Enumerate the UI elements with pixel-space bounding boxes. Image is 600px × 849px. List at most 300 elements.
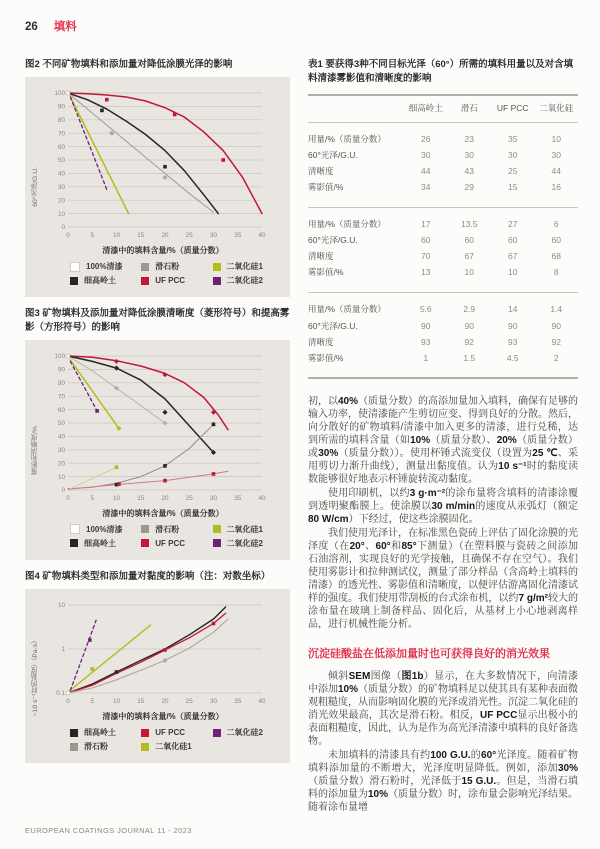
svg-text:20: 20 bbox=[161, 698, 169, 706]
fig4-panel bbox=[25, 589, 290, 763]
table-row bbox=[308, 233, 578, 249]
svg-text:0: 0 bbox=[66, 698, 70, 706]
text-run: 使用印刷机，以约 bbox=[328, 488, 410, 500]
table-cell: 68 bbox=[551, 251, 561, 262]
svg-text:60: 60 bbox=[57, 406, 65, 414]
bold-text-run: UF PCC bbox=[479, 710, 518, 722]
legend-item bbox=[213, 727, 284, 738]
data-marker bbox=[88, 638, 92, 642]
paragraph bbox=[308, 395, 578, 486]
fig3-panel bbox=[25, 340, 290, 560]
svg-text:30: 30 bbox=[209, 232, 218, 240]
table1-groups bbox=[308, 123, 578, 380]
fig3-block bbox=[25, 307, 290, 560]
table-cell: 27 bbox=[508, 219, 518, 230]
text-run: 、采用剪切力渐升曲线），测量出黏度值。认为 bbox=[308, 448, 579, 473]
data-marker bbox=[162, 410, 167, 415]
legend-item bbox=[141, 741, 212, 752]
svg-text:25: 25 bbox=[185, 232, 193, 240]
page-number: 26 bbox=[25, 21, 38, 33]
series-line bbox=[68, 607, 226, 693]
legend-swatch bbox=[213, 525, 221, 533]
table-cell: 13.5 bbox=[460, 219, 478, 230]
fig3-legend bbox=[70, 524, 284, 549]
table-cell: 1.4 bbox=[550, 304, 563, 315]
svg-text:90: 90 bbox=[57, 366, 65, 374]
table-row bbox=[308, 217, 578, 233]
svg-text:20: 20 bbox=[57, 460, 65, 468]
text-run: 较大的涂布量在玻璃上制备样品、固化后，从基材上小心地剥离样品，进行机械性能分析。 bbox=[308, 593, 579, 631]
data-marker bbox=[114, 365, 119, 370]
data-marker bbox=[110, 132, 114, 136]
legend-label: 细高岭土 bbox=[84, 538, 116, 548]
fig2-block bbox=[25, 58, 290, 297]
text-run: 和 bbox=[390, 541, 402, 553]
legend-label: 二氧化硅1 bbox=[226, 262, 263, 272]
table1-column-header: 细高岭土 bbox=[408, 102, 443, 113]
text-run: （质量分数）的高添加量加入填料，确保有足够的输入功率，使清漆能产生剪切应变、得到良好的分散。然后，向分散好的矿物填料/清漆中加入更多的清漆，进行兑稀，达到所需的填料含量（如 bbox=[308, 396, 579, 447]
bold-text-run: SEM bbox=[348, 671, 371, 683]
legend-row bbox=[70, 538, 284, 549]
svg-text:50: 50 bbox=[57, 420, 65, 428]
legend-label: 滑石粉 bbox=[84, 742, 108, 752]
data-marker bbox=[163, 165, 167, 169]
table-cell: 30 bbox=[551, 150, 561, 161]
legend-item bbox=[70, 261, 141, 272]
fig2-x-axis-label: 清漆中的填料含量/%（质量分数） bbox=[102, 246, 224, 256]
table-cell: 17 bbox=[421, 219, 431, 230]
fig2-caption: 图2 不同矿物填料和添加量对降低涂膜光泽的影响 bbox=[25, 59, 233, 70]
svg-text:50: 50 bbox=[57, 157, 65, 165]
fig2-panel bbox=[25, 77, 290, 297]
fig3-y-axis-label: 雾影和清晰度/% bbox=[31, 425, 39, 475]
bold-text-run: 10% bbox=[338, 684, 359, 696]
table-cell: 34 bbox=[421, 182, 431, 193]
text-run: 、 bbox=[364, 541, 376, 553]
legend-label: 滑石粉 bbox=[155, 524, 180, 534]
fig2-plot-area bbox=[42, 85, 284, 243]
svg-text:80: 80 bbox=[57, 379, 65, 387]
svg-text:40: 40 bbox=[258, 232, 266, 240]
table-row bbox=[308, 265, 578, 281]
legend-label: 二氧化硅2 bbox=[226, 538, 263, 548]
fig2-plot bbox=[42, 85, 270, 243]
table-cell: 60 bbox=[421, 235, 431, 246]
legend-item bbox=[70, 727, 141, 738]
fig3-y-axis bbox=[29, 348, 42, 552]
text-run: 我们使用光泽计，在标准黑色瓷砖上评估了固化涂膜的光泽度（在 bbox=[308, 528, 578, 553]
legend-item bbox=[213, 275, 284, 286]
data-marker bbox=[173, 113, 177, 117]
bold-text-run: 100 G.U. bbox=[430, 750, 471, 762]
text-run: （质量分数）的矿物填料足以使其具有某种表面微观粗糙度，从而影响固化膜的光泽或消光性。沉淀二氧化硅的消光效果最高，其次是滑石粉。相反， bbox=[308, 684, 579, 722]
table-cell: 雾影值/% bbox=[308, 267, 344, 278]
legend-label: 细高岭土 bbox=[84, 276, 116, 286]
series-line bbox=[68, 93, 262, 214]
svg-text:10: 10 bbox=[112, 698, 121, 706]
text-run: 未加填料的清漆具有约 bbox=[328, 750, 431, 762]
legend-label: 100%清漆 bbox=[86, 262, 123, 272]
svg-text:70: 70 bbox=[57, 130, 65, 138]
text-run: 倾斜 bbox=[328, 671, 349, 683]
fig4-plot-area bbox=[42, 597, 284, 709]
fig2-plot-column bbox=[42, 85, 284, 289]
svg-text:30: 30 bbox=[209, 494, 218, 502]
data-marker bbox=[163, 659, 167, 663]
table1-column-header: 滑石 bbox=[460, 102, 478, 113]
data-marker bbox=[66, 91, 70, 95]
legend-item bbox=[141, 524, 212, 535]
bold-text-run: 30 m/min bbox=[431, 501, 476, 513]
data-marker bbox=[90, 667, 94, 671]
legend-label: UF PCC bbox=[155, 276, 186, 286]
svg-text:10: 10 bbox=[57, 211, 65, 219]
series-line bbox=[68, 356, 214, 453]
table-cell: 67 bbox=[508, 251, 518, 262]
svg-text:30: 30 bbox=[57, 184, 65, 192]
series-line bbox=[70, 97, 128, 214]
legend-swatch bbox=[141, 525, 149, 533]
legend-item bbox=[141, 275, 212, 286]
svg-text:40: 40 bbox=[57, 170, 65, 178]
fig4-plot bbox=[42, 597, 270, 709]
series-line bbox=[68, 424, 214, 488]
bold-text-run: 10 s⁻¹ bbox=[498, 461, 527, 473]
two-column-layout bbox=[0, 34, 600, 815]
data-marker bbox=[114, 359, 119, 364]
svg-text:10: 10 bbox=[57, 602, 65, 610]
table-row bbox=[308, 148, 578, 164]
table-cell: 30 bbox=[508, 150, 518, 161]
legend-item bbox=[213, 261, 284, 272]
bold-text-run: 60° bbox=[375, 541, 391, 553]
legend-swatch bbox=[213, 729, 221, 737]
table-cell: 35 bbox=[508, 134, 518, 145]
table-row bbox=[308, 350, 578, 366]
table-cell: 13 bbox=[421, 267, 431, 278]
svg-text:35: 35 bbox=[234, 494, 242, 502]
svg-text:80: 80 bbox=[57, 117, 65, 125]
section-heading: 沉淀硅酸盐在低添加量时也可获得良好的消光效果 bbox=[308, 648, 550, 661]
paragraph bbox=[308, 527, 578, 631]
svg-text:25: 25 bbox=[185, 698, 193, 706]
text-run: 的 bbox=[470, 750, 482, 762]
paragraph bbox=[308, 487, 578, 526]
svg-text:1: 1 bbox=[61, 646, 65, 654]
data-marker bbox=[66, 691, 70, 695]
text-run: ）下经过，使这些涂膜固化。 bbox=[348, 514, 479, 526]
legend-item bbox=[70, 275, 141, 286]
fig3-plot-column bbox=[42, 348, 284, 552]
legend-item bbox=[213, 524, 284, 535]
data-marker bbox=[163, 176, 167, 180]
table-cell: 雾影值/% bbox=[308, 182, 344, 193]
text-run: 的涂布量将含填料的清漆涂覆到透明聚酯膜上。使涂膜以 bbox=[308, 488, 579, 513]
legend-item bbox=[213, 538, 284, 549]
svg-text:40: 40 bbox=[258, 698, 266, 706]
svg-text:10: 10 bbox=[57, 473, 65, 481]
series-line bbox=[68, 93, 214, 212]
text-run: 。但是，当滑石填料的添加量为 bbox=[308, 776, 579, 801]
svg-text:100: 100 bbox=[54, 90, 65, 98]
table-cell: 1.5 bbox=[463, 352, 476, 363]
data-marker bbox=[115, 465, 119, 469]
legend-row bbox=[70, 275, 284, 286]
text-run: （质量分数）、 bbox=[430, 435, 497, 447]
data-marker bbox=[115, 670, 119, 674]
text-run: 初，以 bbox=[308, 396, 338, 408]
table-cell: 26 bbox=[421, 134, 431, 145]
legend-row bbox=[70, 261, 284, 272]
table1-column-header: UF PCC bbox=[496, 102, 529, 113]
table-cell: 92 bbox=[551, 336, 561, 347]
article-body bbox=[308, 395, 578, 814]
data-marker bbox=[105, 98, 109, 102]
legend-swatch bbox=[141, 743, 149, 751]
svg-text:0: 0 bbox=[66, 232, 70, 240]
series-line bbox=[70, 361, 97, 411]
legend-swatch bbox=[70, 539, 78, 547]
table-cell: 43 bbox=[464, 166, 474, 177]
table-cell: 90 bbox=[508, 320, 518, 331]
data-marker bbox=[212, 422, 216, 426]
data-marker bbox=[212, 622, 216, 626]
svg-text:15: 15 bbox=[137, 698, 145, 706]
right-column bbox=[308, 58, 578, 815]
fig3-plot bbox=[42, 348, 270, 506]
table-cell: 60 bbox=[464, 235, 474, 246]
svg-text:5: 5 bbox=[90, 698, 95, 706]
svg-text:5: 5 bbox=[90, 232, 95, 240]
fig2-legend bbox=[70, 261, 284, 286]
table-row bbox=[308, 318, 578, 334]
table-cell: 用量/%（质量分数） bbox=[308, 134, 386, 145]
data-marker bbox=[117, 482, 121, 486]
bold-text-run: 图1b bbox=[401, 671, 424, 683]
fig4-caption: 图4 矿物填料类型和添加量对黏度的影响（注：对数坐标） bbox=[25, 570, 271, 582]
table1-column-header: 二氧化硅 bbox=[539, 102, 574, 113]
svg-text:0.1: 0.1 bbox=[56, 690, 65, 698]
fig4-y-axis-label: ~10 s⁻¹时的黏度/（Pa·s） bbox=[31, 636, 39, 716]
svg-text:20: 20 bbox=[57, 197, 65, 205]
bold-text-run: 80 W/cm bbox=[308, 514, 349, 526]
svg-text:5: 5 bbox=[90, 494, 95, 502]
bold-text-run: 20% bbox=[496, 435, 517, 447]
table-cell: 用量/%（质量分数） bbox=[308, 304, 386, 315]
svg-text:20: 20 bbox=[161, 494, 169, 502]
table-cell: 92 bbox=[464, 336, 474, 347]
table-cell: 2 bbox=[553, 352, 559, 363]
table1 bbox=[308, 94, 578, 380]
fig4-y-axis bbox=[29, 597, 42, 755]
journal-footer: EUROPEAN COATINGS JOURNAL 11 - 2023 bbox=[25, 826, 192, 835]
fig4-legend bbox=[70, 727, 284, 752]
legend-swatch bbox=[213, 277, 221, 285]
table-cell: 清晰度 bbox=[308, 251, 334, 262]
series-line bbox=[70, 360, 119, 428]
text-run: （质量分数）滑石粉时，光泽低于 bbox=[308, 776, 462, 788]
table-cell: 2.9 bbox=[463, 304, 476, 315]
table-cell: 30 bbox=[464, 150, 474, 161]
table-cell: 30 bbox=[421, 150, 431, 161]
legend-label: 细高岭土 bbox=[84, 728, 116, 738]
svg-text:70: 70 bbox=[57, 393, 65, 401]
fig4-plot-column bbox=[42, 597, 284, 755]
table-row bbox=[308, 334, 578, 350]
legend-item bbox=[141, 261, 212, 272]
table-cell: 90 bbox=[464, 320, 474, 331]
table-cell: 16 bbox=[551, 182, 561, 193]
page-header bbox=[0, 0, 600, 34]
legend-label: UF PCC bbox=[155, 728, 186, 738]
table-cell: 10 bbox=[464, 267, 474, 278]
table1-group bbox=[308, 208, 578, 293]
svg-text:30: 30 bbox=[209, 698, 218, 706]
legend-row bbox=[70, 524, 284, 535]
paragraph bbox=[308, 670, 578, 748]
legend-swatch bbox=[70, 729, 78, 737]
legend-swatch bbox=[141, 539, 149, 547]
fig2-y-axis bbox=[29, 85, 42, 289]
svg-text:25: 25 bbox=[185, 494, 193, 502]
svg-text:40: 40 bbox=[258, 494, 266, 502]
table-cell: 60 bbox=[508, 235, 518, 246]
table1-title: 表1 要获得3种不同目标光泽（60°）所需的填料用量以及对含填料清漆雾影值和清晰度的影响 bbox=[308, 59, 574, 84]
data-marker bbox=[163, 648, 167, 652]
bold-text-run: 40% bbox=[338, 396, 359, 408]
legend-item bbox=[70, 538, 141, 549]
bold-text-run: 7 g/m² bbox=[518, 593, 548, 605]
paragraph bbox=[308, 749, 578, 814]
text-run: 下测量）（在塑料膜与瓷砖之间添加石油溶剂，实现良好的光学接触，且确保不存在空气）。我们使用雾影计和拉伸测试仪，测量了部分样品（含高岭土填料的清漆）的透光性、雾影值和清晰度，以便评估游离固化清漆试样的强度。我们使用带刮板的台式涂布机，以约 bbox=[308, 541, 579, 605]
legend-swatch bbox=[141, 263, 149, 271]
svg-text:15: 15 bbox=[137, 494, 145, 502]
svg-text:15: 15 bbox=[137, 232, 145, 240]
table-cell: 60°光泽/G.U. bbox=[308, 235, 358, 246]
bold-text-run: 10% bbox=[410, 435, 431, 447]
series-line bbox=[68, 613, 226, 693]
table-cell: 90 bbox=[551, 320, 561, 331]
legend-swatch bbox=[141, 729, 149, 737]
table-cell: 70 bbox=[421, 251, 431, 262]
text-run: ）显示，在大多数情况下，向清漆中添加 bbox=[308, 671, 579, 696]
table-cell: 44 bbox=[551, 166, 561, 177]
legend-label: 二氧化硅2 bbox=[226, 276, 263, 286]
fig2-y-axis-label: 60°光泽/G.U. bbox=[31, 167, 39, 208]
bold-text-run: 10% bbox=[368, 789, 389, 801]
legend-swatch bbox=[213, 263, 221, 271]
svg-text:0: 0 bbox=[61, 487, 65, 495]
table-cell: 用量/%（质量分数） bbox=[308, 219, 386, 230]
table-cell: 60°光泽/G.U. bbox=[308, 150, 358, 161]
svg-text:0: 0 bbox=[66, 494, 70, 502]
bold-text-run: 15 G.U. bbox=[461, 776, 497, 788]
legend-swatch bbox=[70, 524, 80, 534]
legend-item bbox=[70, 524, 141, 535]
text-run: （质量分数））。使用杯锤式流变仪（设置为 bbox=[338, 448, 533, 460]
table-row bbox=[308, 132, 578, 148]
text-run: （质量分数）时，涂布量会影响光泽结果。随着涂布量增 bbox=[308, 789, 579, 814]
svg-text:10: 10 bbox=[112, 494, 121, 502]
table-cell: 雾影值/% bbox=[308, 352, 344, 363]
table-cell: 90 bbox=[421, 320, 431, 331]
table-cell: 清晰度 bbox=[308, 166, 334, 177]
fig3-x-axis-label: 清漆中的填料含量/%（质量分数） bbox=[102, 508, 224, 518]
table-cell: 1 bbox=[423, 352, 429, 363]
legend-row bbox=[70, 727, 284, 738]
left-column bbox=[25, 58, 290, 815]
data-marker bbox=[100, 109, 104, 113]
series-line bbox=[68, 356, 228, 430]
table1-group bbox=[308, 293, 578, 379]
table-cell: 15 bbox=[508, 182, 518, 193]
table-cell: 44 bbox=[421, 166, 431, 177]
bold-text-run: 25 ℃ bbox=[532, 448, 558, 460]
legend-swatch bbox=[70, 743, 78, 751]
table-cell: 67 bbox=[464, 251, 474, 262]
svg-text:40: 40 bbox=[57, 433, 65, 441]
table-cell: 清晰度 bbox=[308, 336, 334, 347]
fig3-caption: 图3 矿物填料及添加量对降低涂膜清晰度（菱形符号）和提高雾影（方形符号）的影响 bbox=[25, 308, 290, 333]
data-marker bbox=[95, 409, 99, 413]
bold-text-run: 60° bbox=[481, 750, 497, 762]
table1-header bbox=[308, 94, 578, 123]
table-cell: 4.5 bbox=[506, 352, 519, 363]
series-line bbox=[68, 619, 228, 693]
data-marker bbox=[212, 472, 216, 476]
legend-item bbox=[70, 741, 141, 752]
legend-label: 100%清漆 bbox=[86, 524, 123, 534]
legend-swatch bbox=[70, 277, 78, 285]
table-cell: 60°光泽/G.U. bbox=[308, 320, 358, 331]
legend-label: 二氧化硅1 bbox=[155, 742, 192, 752]
table-row bbox=[308, 164, 578, 180]
legend-swatch bbox=[141, 277, 149, 285]
data-marker bbox=[163, 479, 167, 483]
table-cell: 23 bbox=[464, 134, 474, 145]
table-cell: 93 bbox=[508, 336, 518, 347]
fig4-block bbox=[25, 570, 290, 763]
legend-label: 滑石粉 bbox=[155, 262, 180, 272]
svg-text:30: 30 bbox=[57, 446, 65, 454]
fig4-x-axis-label: 清漆中的填料含量/%（质量分数） bbox=[102, 712, 224, 722]
table1-group bbox=[308, 123, 578, 208]
text-run: 图像（ bbox=[370, 671, 402, 683]
data-marker bbox=[163, 464, 167, 468]
table-cell: 29 bbox=[464, 182, 474, 193]
bold-text-run: 85° bbox=[401, 541, 417, 553]
table-cell: 8 bbox=[553, 267, 559, 278]
text-run: （质量分数）或 bbox=[308, 435, 579, 460]
table-cell: 93 bbox=[421, 336, 431, 347]
legend-swatch bbox=[213, 539, 221, 547]
svg-text:20: 20 bbox=[161, 232, 169, 240]
legend-swatch bbox=[70, 262, 80, 272]
table-cell: 14 bbox=[508, 304, 518, 315]
table-cell: 25 bbox=[508, 166, 518, 177]
legend-label: UF PCC bbox=[155, 538, 186, 548]
data-marker bbox=[221, 158, 225, 162]
legend-item bbox=[141, 727, 212, 738]
bold-text-run: 20° bbox=[349, 541, 365, 553]
table-row bbox=[308, 249, 578, 265]
svg-text:60: 60 bbox=[57, 144, 65, 152]
section-title: 填料 bbox=[53, 21, 77, 33]
legend-row bbox=[70, 741, 284, 752]
legend-label: 二氧化硅2 bbox=[226, 728, 263, 738]
svg-text:90: 90 bbox=[57, 103, 65, 111]
bold-text-run: 3 g·m⁻² bbox=[409, 488, 446, 500]
